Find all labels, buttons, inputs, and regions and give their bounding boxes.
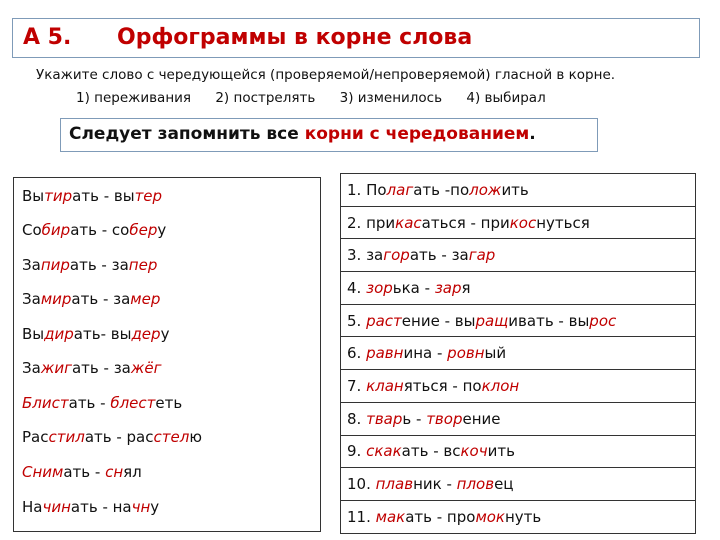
table-row bbox=[341, 500, 696, 533]
table-cell bbox=[341, 370, 696, 403]
left-word-text: у bbox=[160, 325, 170, 343]
table-cell bbox=[341, 468, 696, 501]
left-word-text: ать - bbox=[63, 463, 106, 481]
left-word-text: Рас bbox=[22, 428, 49, 446]
table-row bbox=[341, 337, 696, 370]
left-list-item bbox=[22, 290, 160, 308]
left-word-root: стел bbox=[153, 428, 190, 446]
table-cell bbox=[341, 500, 696, 533]
option-1[interactable]: 1) переживания bbox=[76, 90, 192, 106]
table-row bbox=[341, 304, 696, 337]
question-text: Укажите слово с чередующейся (проверяемой/непроверяемой) гласной в корне. bbox=[36, 67, 616, 83]
right-word-root: клон bbox=[481, 376, 520, 395]
right-word-text: 7. bbox=[347, 376, 367, 395]
right-word-root: лож bbox=[469, 180, 502, 199]
page-title: Орфограммы в корне слова bbox=[117, 25, 473, 50]
left-word-root: дир bbox=[44, 325, 74, 343]
right-word-root: равн bbox=[366, 344, 404, 363]
right-word-text: 9. bbox=[347, 442, 367, 461]
right-word-text: 1. По bbox=[347, 180, 387, 199]
right-word-text: ь - bbox=[402, 409, 427, 428]
option-2[interactable]: 2) пострелять bbox=[215, 90, 316, 106]
right-word-root: мок bbox=[475, 507, 505, 526]
table-cell bbox=[341, 402, 696, 435]
right-word-root: плов bbox=[456, 475, 495, 494]
option-4[interactable]: 4) выбирал bbox=[466, 90, 546, 106]
right-word-text: аться - при bbox=[421, 213, 510, 232]
right-word-text: 3. за bbox=[347, 246, 384, 265]
left-list-item bbox=[22, 256, 157, 274]
right-word-text: нуть bbox=[505, 507, 542, 526]
left-list-item bbox=[22, 359, 161, 377]
left-word-text: ать - на bbox=[70, 498, 132, 516]
answer-options bbox=[76, 90, 566, 106]
right-word-root: рос bbox=[589, 311, 617, 330]
left-word-text: у bbox=[150, 498, 160, 516]
option-3[interactable]: 3) изменилось bbox=[339, 90, 443, 106]
left-word-text: Вы bbox=[22, 187, 45, 205]
left-word-text: За bbox=[22, 290, 41, 308]
right-word-text: 10. bbox=[347, 475, 376, 494]
table-cell bbox=[341, 239, 696, 272]
right-word-text: 11. bbox=[347, 507, 376, 526]
left-word-text: За bbox=[22, 256, 41, 274]
rule-box bbox=[60, 118, 598, 152]
left-word-text: ать - вы bbox=[72, 187, 135, 205]
left-word-text: Вы bbox=[22, 325, 45, 343]
right-word-root: клан bbox=[366, 376, 404, 395]
left-word-root: пир bbox=[40, 256, 70, 274]
left-list-item bbox=[22, 463, 142, 481]
right-word-text: ина - bbox=[403, 344, 448, 363]
right-word-text: ник - bbox=[413, 475, 457, 494]
right-word-text: ать - вс bbox=[401, 442, 461, 461]
right-word-root: гор bbox=[383, 246, 410, 265]
left-word-text: ать - со bbox=[70, 221, 130, 239]
table-cell bbox=[341, 206, 696, 239]
left-word-root: тер bbox=[134, 187, 163, 205]
left-word-root: мер bbox=[130, 290, 161, 308]
right-word-text: ить bbox=[487, 442, 515, 461]
right-word-text: ый bbox=[484, 344, 507, 363]
right-word-text: 5. bbox=[347, 311, 367, 330]
right-word-root: ровн bbox=[447, 344, 485, 363]
left-list-item bbox=[22, 221, 166, 239]
table-row bbox=[341, 272, 696, 305]
right-word-text: ение bbox=[462, 409, 501, 428]
right-word-text: 8. bbox=[347, 409, 367, 428]
left-word-list bbox=[13, 177, 321, 532]
left-word-text: За bbox=[22, 359, 41, 377]
right-word-root: зор bbox=[366, 278, 393, 297]
left-list-item bbox=[22, 428, 202, 446]
rule-after: . bbox=[529, 124, 536, 144]
left-word-root: жёг bbox=[130, 359, 162, 377]
right-word-root: коч bbox=[460, 442, 488, 461]
table-row bbox=[341, 239, 696, 272]
right-word-root: плав bbox=[375, 475, 414, 494]
right-word-text: ька - bbox=[392, 278, 435, 297]
left-word-root: блест bbox=[110, 394, 156, 412]
left-word-root: стил bbox=[48, 428, 85, 446]
table-row bbox=[341, 468, 696, 501]
table-cell bbox=[341, 304, 696, 337]
right-word-root: ращ bbox=[475, 311, 509, 330]
left-word-root: чн bbox=[131, 498, 151, 516]
left-word-text: ать - за bbox=[69, 256, 129, 274]
task-number: А 5. bbox=[23, 25, 72, 50]
table-cell bbox=[341, 435, 696, 468]
right-word-root: лаг bbox=[386, 180, 414, 199]
left-list-item bbox=[22, 394, 182, 412]
left-word-text: ял bbox=[123, 463, 142, 481]
right-word-text: ать - про bbox=[405, 507, 476, 526]
right-word-text: яться - по bbox=[403, 376, 482, 395]
table-row bbox=[341, 435, 696, 468]
right-word-text: 6. bbox=[347, 344, 367, 363]
rule-before: Следует запомнить все bbox=[69, 124, 305, 144]
right-word-root: скак bbox=[366, 442, 402, 461]
left-word-root: жиг bbox=[40, 359, 72, 377]
table-row bbox=[341, 206, 696, 239]
right-word-text: 2. при bbox=[347, 213, 396, 232]
left-word-root: дер bbox=[131, 325, 161, 343]
table-cell bbox=[341, 337, 696, 370]
right-word-text: ение - вы bbox=[401, 311, 476, 330]
left-word-root: мир bbox=[40, 290, 72, 308]
left-list-item bbox=[22, 325, 169, 343]
left-word-text: Со bbox=[22, 221, 42, 239]
right-word-root: твор bbox=[426, 409, 463, 428]
table-cell bbox=[341, 272, 696, 305]
left-word-text: еть bbox=[155, 394, 183, 412]
right-word-text: 4. bbox=[347, 278, 367, 297]
left-word-text: ать - bbox=[68, 394, 111, 412]
left-word-text: ать- вы bbox=[73, 325, 132, 343]
right-word-root: зар bbox=[434, 278, 462, 297]
left-word-root: бир bbox=[41, 221, 71, 239]
left-word-text: На bbox=[22, 498, 43, 516]
right-word-text: ивать - вы bbox=[508, 311, 590, 330]
table-cell bbox=[341, 174, 696, 207]
left-word-text: ать - за bbox=[71, 359, 131, 377]
right-word-text: ец bbox=[494, 475, 514, 494]
left-word-text: ать - за bbox=[71, 290, 131, 308]
right-word-root: твар bbox=[366, 409, 403, 428]
left-word-text: ать - рас bbox=[84, 428, 154, 446]
right-word-text: я bbox=[461, 278, 471, 297]
right-word-table bbox=[340, 173, 696, 534]
left-word-root: сн bbox=[105, 463, 124, 481]
left-word-root: Блист bbox=[22, 394, 69, 412]
right-word-root: раст bbox=[366, 311, 402, 330]
title-box bbox=[12, 18, 700, 58]
right-word-text: ать - за bbox=[409, 246, 469, 265]
right-word-text: ить bbox=[501, 180, 529, 199]
left-list-item bbox=[22, 187, 162, 205]
left-word-root: Сним bbox=[22, 463, 64, 481]
right-word-root: гар bbox=[468, 246, 496, 265]
table-row bbox=[341, 370, 696, 403]
left-word-text: у bbox=[157, 221, 167, 239]
right-word-text: ать -по bbox=[413, 180, 470, 199]
left-word-root: бер bbox=[129, 221, 158, 239]
table-row bbox=[341, 174, 696, 207]
table-row bbox=[341, 402, 696, 435]
left-word-root: тир bbox=[44, 187, 73, 205]
left-word-root: чин bbox=[42, 498, 71, 516]
left-word-text: ю bbox=[189, 428, 202, 446]
right-word-root: мак bbox=[375, 507, 406, 526]
rule-text bbox=[69, 124, 536, 144]
right-word-text: нуться bbox=[536, 213, 590, 232]
right-word-root: кас bbox=[395, 213, 422, 232]
left-list-item bbox=[22, 498, 159, 516]
rule-highlight: корни с чередованием bbox=[304, 124, 530, 144]
left-word-root: пер bbox=[128, 256, 158, 274]
right-word-root: кос bbox=[509, 213, 537, 232]
